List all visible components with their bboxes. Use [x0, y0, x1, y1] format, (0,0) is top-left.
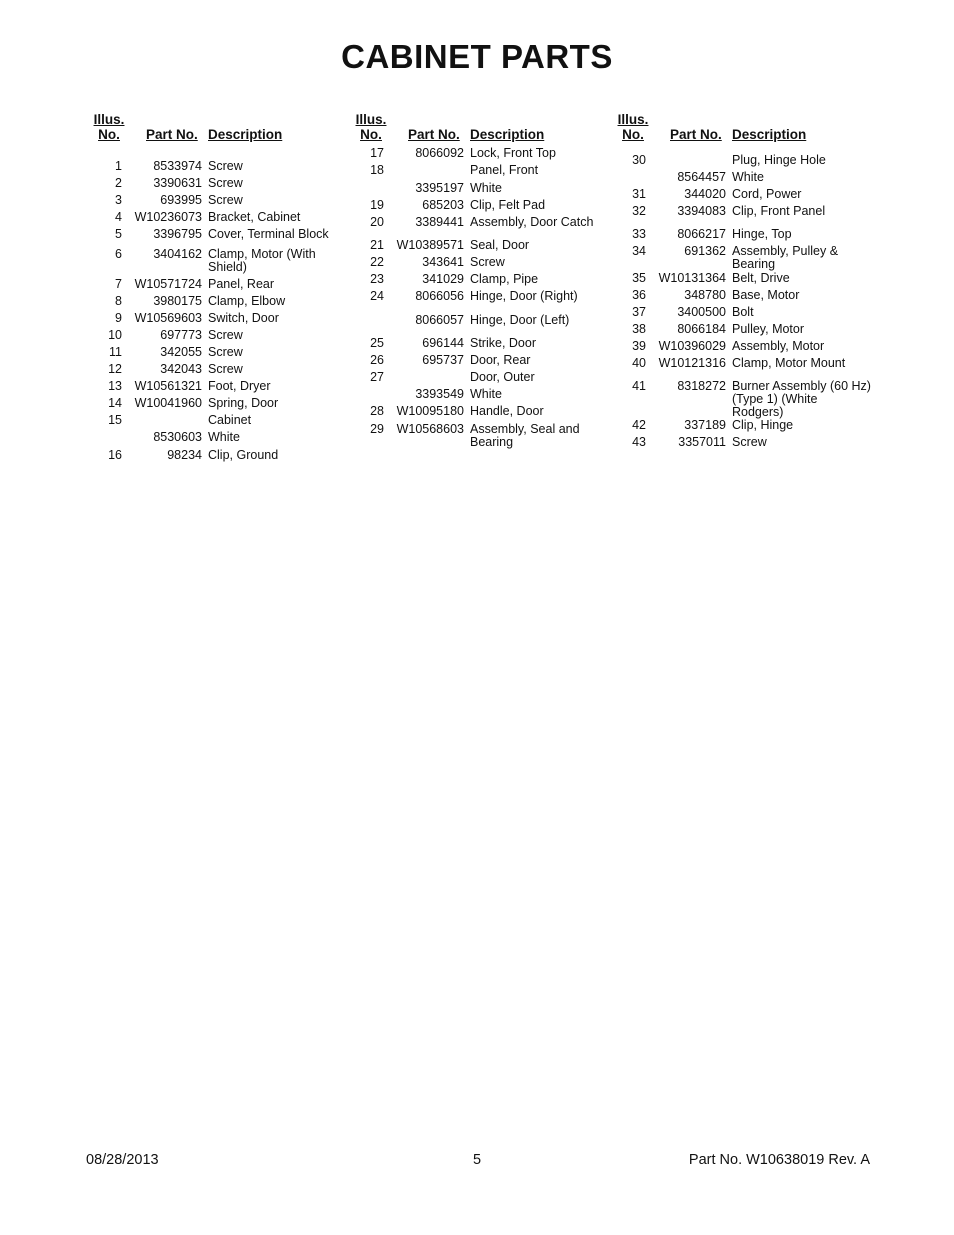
description-header: Description — [732, 127, 807, 142]
part-number: 8533974 — [153, 159, 202, 173]
part-number: 98234 — [167, 448, 202, 462]
part-description: Hinge, Door (Left) — [470, 313, 570, 327]
illus-number: 22 — [370, 255, 384, 269]
page-number: 5 — [472, 1152, 482, 1168]
illus-number: 39 — [632, 339, 646, 353]
part-description: Plug, Hinge Hole — [732, 153, 826, 167]
part-number: 8066057 — [415, 313, 464, 327]
part-number: 693995 — [160, 193, 202, 207]
part-number: 695737 — [422, 353, 464, 367]
illus-number: 5 — [115, 227, 122, 241]
part-description: Base, Motor — [732, 288, 800, 302]
illus-number: 35 — [632, 271, 646, 285]
illus-number: 33 — [632, 227, 646, 241]
part-description: White — [732, 170, 764, 184]
part-number: 342043 — [160, 362, 202, 376]
part-number: 3396795 — [153, 227, 202, 241]
part-number: 3395197 — [415, 181, 464, 195]
illus-number: 3 — [115, 193, 122, 207]
part-number: W10561321 — [134, 379, 202, 393]
part-number: 3394083 — [677, 204, 726, 218]
illus-no-header: Illus. No. — [617, 112, 649, 142]
footer-date: 08/28/2013 — [86, 1152, 159, 1168]
illus-number: 21 — [370, 238, 384, 252]
part-number: 3357011 — [678, 435, 726, 449]
illus-number: 34 — [632, 244, 646, 258]
illus-number: 41 — [632, 379, 646, 393]
part-number: 8564457 — [677, 170, 726, 184]
part-description: Cover, Terminal Block — [208, 227, 329, 241]
illus-number: 11 — [109, 345, 122, 359]
illus-number: 12 — [108, 362, 122, 376]
part-description: Belt, Drive — [732, 271, 790, 285]
part-description: Screw — [208, 159, 243, 173]
part-number: 8066217 — [677, 227, 726, 241]
illus-number: 31 — [632, 187, 646, 201]
illus-number: 19 — [370, 198, 384, 212]
illus-number: 18 — [370, 163, 384, 177]
part-description: Burner Assembly (60 Hz) (Type 1) (White Rodgers) — [732, 379, 871, 419]
illus-number: 6 — [115, 247, 122, 261]
illus-number: 2 — [115, 176, 122, 190]
part-description: White — [208, 430, 240, 444]
illus-number: 37 — [632, 305, 646, 319]
part-number: 8530603 — [153, 430, 202, 444]
illus-number: 4 — [115, 210, 122, 224]
part-description: Pulley, Motor — [732, 322, 805, 336]
part-number: 8066184 — [677, 322, 726, 336]
part-description: Strike, Door — [470, 336, 536, 350]
illus-number: 24 — [370, 289, 384, 303]
document-part-number: Part No. W10638019 Rev. A — [688, 1152, 870, 1168]
illus-number: 10 — [108, 328, 122, 342]
part-number: 348780 — [684, 288, 726, 302]
part-number: W10568603 — [396, 422, 464, 436]
illus-number: 1 — [115, 159, 122, 173]
part-description: Screw — [208, 362, 243, 376]
part-description: Door, Outer — [470, 370, 535, 384]
part-description: Screw — [732, 435, 767, 449]
part-description: Clamp, Elbow — [208, 294, 286, 308]
part-number: 696144 — [422, 336, 464, 350]
part-number: W10389571 — [396, 238, 464, 252]
part-number: 3980175 — [153, 294, 202, 308]
part-no-header: Part No. — [408, 127, 460, 142]
part-description: White — [470, 387, 502, 401]
part-number: 337189 — [684, 418, 726, 432]
illus-number: 36 — [632, 288, 646, 302]
part-description: Lock, Front Top — [470, 146, 556, 160]
part-description: Hinge, Top — [732, 227, 792, 241]
part-description: Clip, Ground — [208, 448, 279, 462]
part-description: Clip, Hinge — [732, 418, 794, 432]
illus-number: 8 — [115, 294, 122, 308]
part-number: 685203 — [422, 198, 464, 212]
part-number: 342055 — [160, 345, 202, 359]
illus-number: 26 — [370, 353, 384, 367]
part-number: 344020 — [684, 187, 726, 201]
part-number: 3389441 — [415, 215, 464, 229]
part-description: Assembly, Seal and Bearing — [470, 422, 580, 449]
part-number: 691362 — [684, 244, 726, 258]
part-description: White — [470, 181, 502, 195]
illus-no-header: Illus. No. — [355, 112, 387, 142]
part-number: 3390631 — [153, 176, 202, 190]
illus-number: 42 — [632, 418, 646, 432]
part-number: W10236073 — [134, 210, 202, 224]
illus-number: 17 — [370, 146, 384, 160]
part-description: Screw — [208, 193, 243, 207]
part-number: W10095180 — [396, 404, 464, 418]
part-number: W10131364 — [658, 271, 726, 285]
part-description: Clamp, Motor Mount — [732, 356, 846, 370]
illus-number: 14 — [108, 396, 122, 410]
illus-no-header: Illus. No. — [93, 112, 125, 142]
part-number: W10121316 — [658, 356, 726, 370]
part-number: 697773 — [160, 328, 202, 342]
part-description: Hinge, Door (Right) — [470, 289, 578, 303]
illus-number: 13 — [108, 379, 122, 393]
part-description: Bracket, Cabinet — [208, 210, 301, 224]
part-description: Handle, Door — [470, 404, 544, 418]
part-description: Bolt — [732, 305, 754, 319]
part-number: 341029 — [422, 272, 464, 286]
part-no-header: Part No. — [146, 127, 198, 142]
description-header: Description — [208, 127, 283, 142]
part-description: Clip, Front Panel — [732, 204, 826, 218]
part-number: W10396029 — [658, 339, 726, 353]
part-number: 8066092 — [415, 146, 464, 160]
illus-number: 29 — [370, 422, 384, 436]
part-number: 3393549 — [415, 387, 464, 401]
part-description: Screw — [208, 328, 243, 342]
page-title: CABINET PARTS — [341, 38, 613, 75]
illus-number: 27 — [370, 370, 384, 384]
part-number: 8318272 — [677, 379, 726, 393]
part-description: Door, Rear — [470, 353, 531, 367]
part-number: 343641 — [422, 255, 464, 269]
part-number: 3400500 — [677, 305, 726, 319]
part-description: Cord, Power — [732, 187, 802, 201]
part-number: W10571724 — [134, 277, 202, 291]
part-description: Spring, Door — [208, 396, 279, 410]
illus-number: 15 — [108, 413, 122, 427]
part-number: W10041960 — [134, 396, 202, 410]
illus-number: 28 — [370, 404, 384, 418]
description-header: Description — [470, 127, 545, 142]
part-description: Seal, Door — [470, 238, 530, 252]
part-description: Screw — [208, 345, 243, 359]
part-description: Panel, Rear — [208, 277, 275, 291]
part-description: Screw — [208, 176, 243, 190]
illus-number: 32 — [632, 204, 646, 218]
part-no-header: Part No. — [670, 127, 722, 142]
part-description: Clamp, Motor (With Shield) — [208, 247, 316, 274]
part-description: Clip, Felt Pad — [470, 198, 546, 212]
part-description: Switch, Door — [208, 311, 279, 325]
part-description: Panel, Front — [470, 163, 539, 177]
part-number: W10569603 — [134, 311, 202, 325]
part-description: Assembly, Pulley & Bearing — [732, 244, 839, 271]
illus-number: 9 — [115, 311, 122, 325]
part-description: Clamp, Pipe — [470, 272, 539, 286]
illus-number: 16 — [108, 448, 122, 462]
illus-number: 7 — [115, 277, 122, 291]
part-description: Foot, Dryer — [208, 379, 271, 393]
illus-number: 40 — [632, 356, 646, 370]
illus-number: 20 — [370, 215, 384, 229]
part-description: Screw — [470, 255, 505, 269]
part-description: Cabinet — [208, 413, 252, 427]
illus-number: 30 — [632, 153, 646, 167]
part-number: 8066056 — [415, 289, 464, 303]
illus-number: 43 — [632, 435, 646, 449]
part-description: Assembly, Door Catch — [470, 215, 594, 229]
part-number: 3404162 — [153, 247, 202, 261]
illus-number: 38 — [632, 322, 646, 336]
illus-number: 23 — [370, 272, 384, 286]
illus-number: 25 — [370, 336, 384, 350]
part-description: Assembly, Motor — [732, 339, 825, 353]
